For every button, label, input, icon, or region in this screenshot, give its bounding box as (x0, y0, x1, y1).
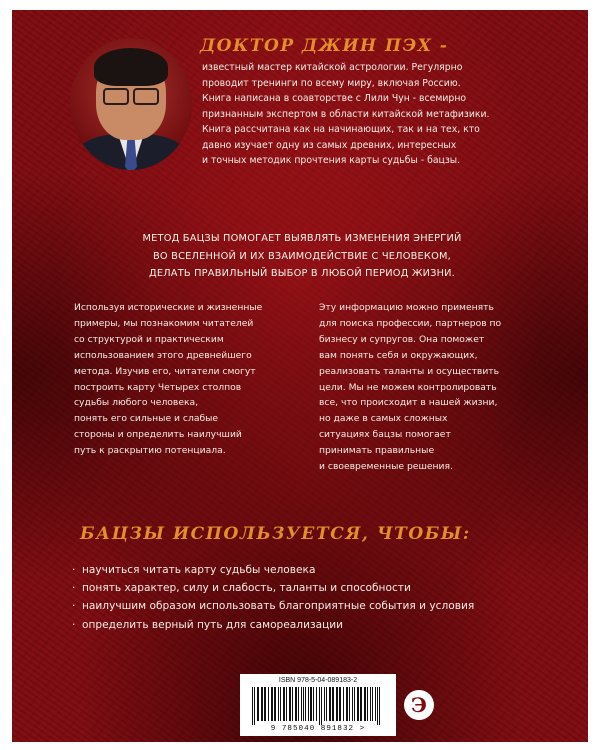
bullet-icon: · (72, 618, 76, 631)
bio-line: и точных методик прочтения карты судьбы - бацзы. (202, 155, 461, 166)
barcode-digits: 9 785040 891832 > (270, 725, 366, 733)
left-line: Используя исторические и жизненные (74, 302, 263, 313)
bullet-list (72, 561, 474, 634)
headline-line: ВО ВСЕЛЕННОЙ И ИХ ВЗАИМОДЕЙСТВИЕ С ЧЕЛОВЕКОМ, (153, 250, 451, 262)
right-line: все, что происходит в нашей жизни, (319, 397, 498, 409)
right-line: но даже в самых сложных (319, 413, 448, 425)
left-column-text (74, 300, 309, 459)
right-line: и своевременные решения. (319, 461, 453, 473)
right-line: принимать правильные (319, 445, 435, 457)
list-item-text: понять характер, силу и слабость, таланты и способности (82, 582, 411, 595)
left-line: примеры, мы познакомим читателей (74, 317, 254, 329)
left-line: понять его сильные и слабые (74, 413, 219, 425)
left-line: стороны и определить наилучший (74, 429, 242, 441)
list-item-text: научиться читать карту судьбы человека (82, 564, 316, 576)
publisher-logo-icon: Э (404, 690, 434, 720)
barcode (240, 674, 396, 736)
isbn-label: ISBN 978-5-04-089183-2 (278, 677, 358, 684)
bio-line: Книга написана в соавторстве с Лили Чун - всемирно (202, 93, 467, 104)
bio-line: признанным экспертом в области китайской метафизики. (202, 108, 490, 120)
left-line: построить карту Четырех столпов (74, 381, 242, 393)
left-line: путь к раскрытию потенциала. (74, 445, 226, 457)
section-title: БАЦЗЫ ИСПОЛЬЗУЕТСЯ, ЧТОБЫ: (80, 524, 471, 544)
bio-line: проводит тренинги по всему миру, включая Россию. (202, 77, 461, 89)
left-line: использованием этого древнейшего (74, 349, 252, 361)
left-line: судьбы любого человека, (74, 397, 199, 409)
book-back-cover (12, 10, 588, 742)
method-headline (52, 230, 552, 283)
headline-line: ДЕЛАТЬ ПРАВИЛЬНЫЙ ВЫБОР В ЛЮБОЙ ПЕРИОД ЖИЗНИ. (148, 268, 456, 279)
left-line: метода. Изучив его, читатели смогут (74, 365, 256, 377)
list-item (72, 561, 474, 579)
headline-line: МЕТОД БАЦЗЫ ПОМОГАЕТ ВЫЯВЛЯТЬ ИЗМЕНЕНИЯ ЭНЕРГИЙ (142, 233, 462, 244)
right-line: для поиска профессии, партнеров по (319, 317, 502, 329)
right-line: ситуациях бацзы помогает (319, 429, 451, 441)
bullet-icon: · (72, 582, 76, 595)
right-line: Эту информацию можно применять (319, 302, 494, 313)
list-item (72, 597, 474, 615)
author-portrait (70, 38, 192, 170)
right-line: реализовать таланты и осуществить (319, 365, 500, 377)
author-bio (202, 60, 567, 169)
barcode-bars-icon (250, 687, 386, 725)
right-column-text (319, 300, 554, 475)
bio-line: Книга рассчитана как на начинающих, так и на тех, кто (202, 124, 480, 135)
author-name: ДОКТОР ДЖИН ПЭХ - (200, 36, 449, 56)
right-line: цели. Мы не можем контролировать (319, 381, 497, 393)
list-item-text: наилучшим образом использовать благоприятные события и условия (82, 600, 475, 613)
bullet-icon: · (72, 600, 76, 613)
list-item-text: определить верный путь для самореализации (82, 618, 344, 631)
bullet-icon: · (72, 564, 76, 576)
right-line: вам понять себя и окружающих, (319, 349, 478, 361)
list-item (72, 616, 474, 634)
right-line: бизнесу и супругов. Она поможет (319, 333, 485, 345)
bio-line: известный мастер китайской астрологии. Регулярно (202, 62, 463, 73)
list-item (72, 579, 474, 597)
left-line: со структурой и практическим (74, 333, 224, 345)
bio-line: давно изучает одну из самых древних, интересных (202, 139, 457, 151)
